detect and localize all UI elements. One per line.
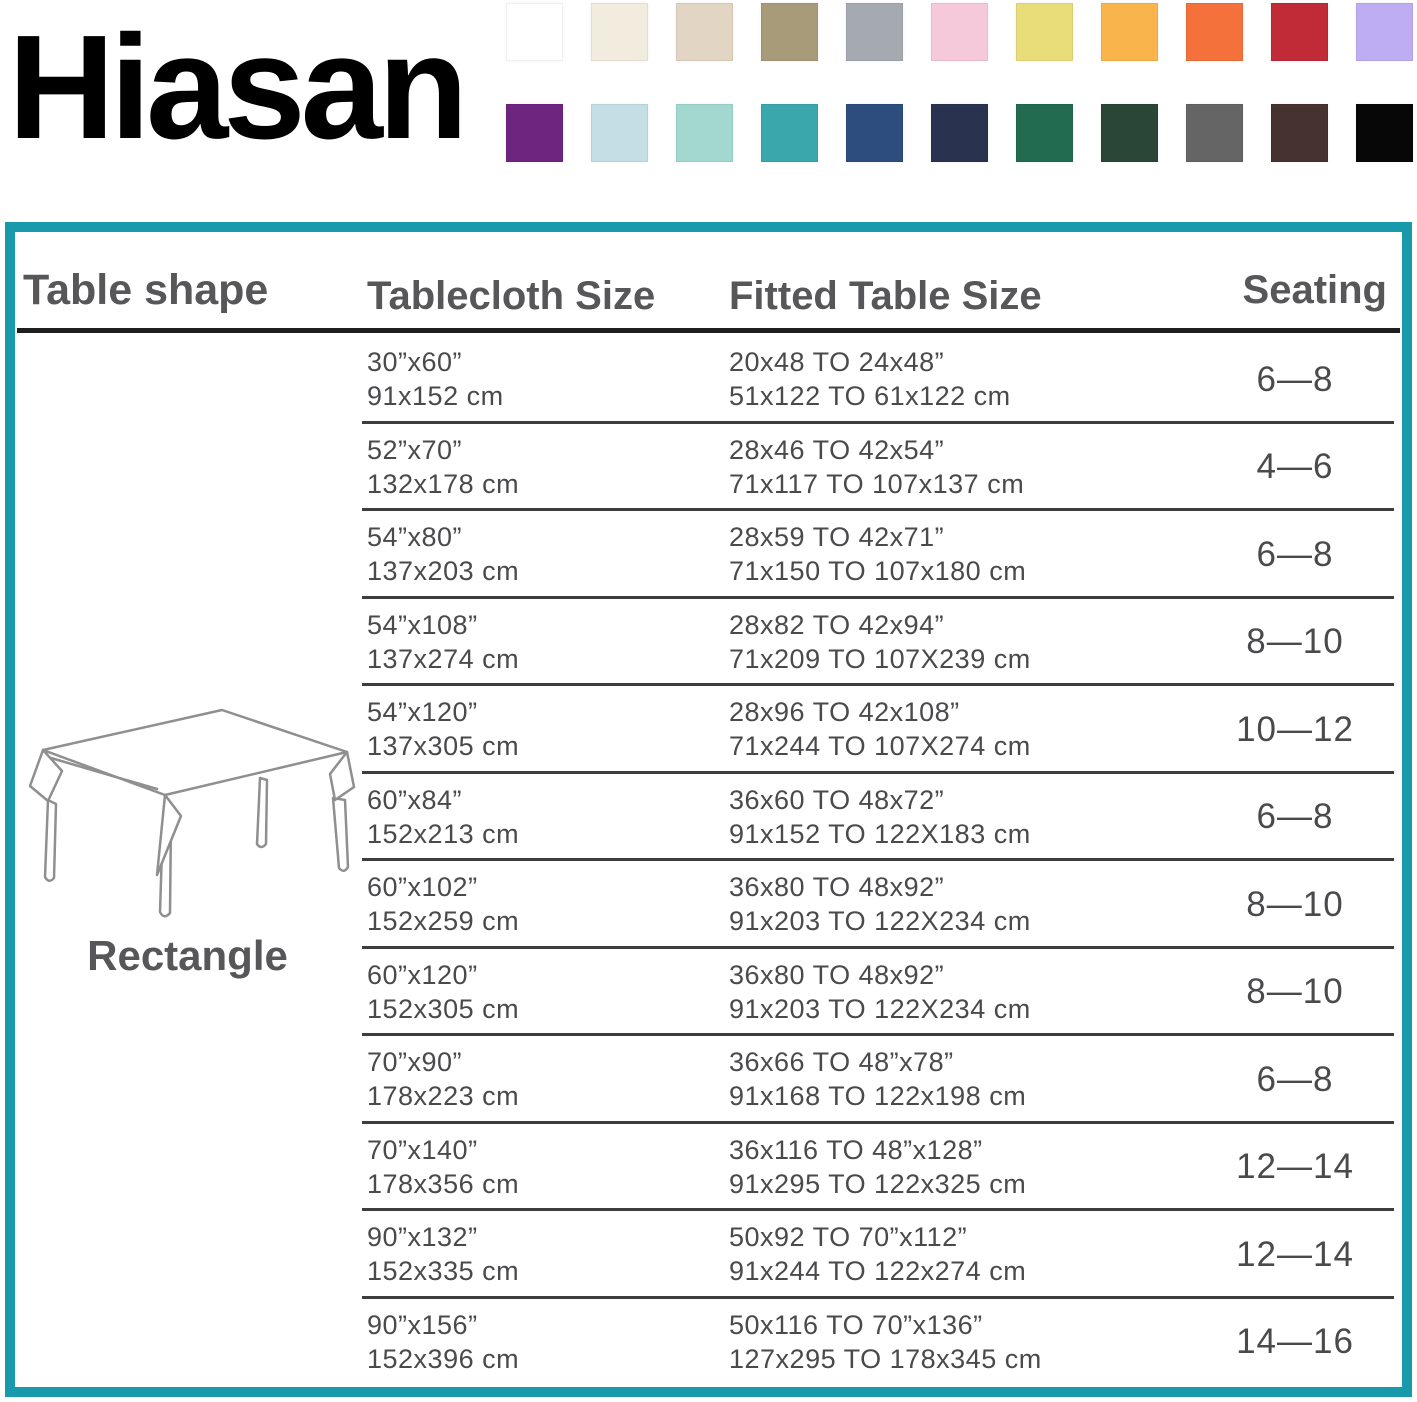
seating-value: 8—10 bbox=[1246, 972, 1344, 1012]
size-chart-row bbox=[15, 1211, 1402, 1299]
tablecloth-size-inches: 60”x120” bbox=[367, 959, 478, 990]
tablecloth-size-cm: 178x356 cm bbox=[367, 1168, 520, 1199]
fitted-table-size-inches: 50x92 TO 70”x112” bbox=[729, 1222, 968, 1252]
size-chart-row bbox=[15, 336, 1402, 424]
fitted-table-size-inches: 28x59 TO 42x71” bbox=[729, 522, 945, 552]
color-swatch bbox=[676, 3, 733, 61]
color-swatch bbox=[761, 104, 818, 162]
color-swatch bbox=[1101, 3, 1158, 61]
seating-value: 12—14 bbox=[1236, 1147, 1354, 1187]
tablecloth-size-cm: 152x396 cm bbox=[367, 1343, 520, 1374]
size-chart-row bbox=[15, 686, 1402, 774]
color-swatch bbox=[591, 3, 648, 61]
column-header-table-shape: Table shape bbox=[23, 266, 269, 314]
size-chart-row bbox=[15, 774, 1402, 862]
color-swatch bbox=[931, 104, 988, 162]
color-swatch bbox=[846, 3, 903, 61]
size-chart-panel bbox=[5, 222, 1412, 1397]
fitted-table-size-cell bbox=[729, 1220, 1026, 1288]
tablecloth-size-cm: 137x274 cm bbox=[367, 643, 520, 674]
tablecloth-size-inches: 90”x156” bbox=[367, 1309, 478, 1340]
color-swatch bbox=[846, 104, 903, 162]
tablecloth-size-inches: 52”x70” bbox=[367, 434, 463, 465]
fitted-table-size-cm: 71x150 TO 107x180 cm bbox=[729, 556, 1027, 586]
color-swatch bbox=[1271, 104, 1328, 162]
color-swatch bbox=[1356, 104, 1413, 162]
color-swatch-grid bbox=[506, 3, 1413, 162]
size-chart-row bbox=[15, 1036, 1402, 1124]
tablecloth-size-cell bbox=[367, 958, 519, 1026]
fitted-table-size-cell bbox=[729, 870, 1031, 938]
size-chart-row bbox=[15, 1299, 1402, 1387]
tablecloth-size-cell bbox=[367, 1045, 519, 1113]
tablecloth-size-cell bbox=[367, 870, 519, 938]
color-swatch bbox=[1186, 3, 1243, 61]
tablecloth-size-inches: 90”x132” bbox=[367, 1222, 478, 1252]
tablecloth-size-cm: 132x178 cm bbox=[367, 468, 520, 499]
brand-logo: Hiasan bbox=[8, 5, 464, 170]
size-chart-row bbox=[15, 861, 1402, 949]
seating-value: 8—10 bbox=[1246, 884, 1344, 924]
tablecloth-size-cm: 152x259 cm bbox=[367, 906, 520, 936]
fitted-table-size-inches: 36x66 TO 48”x78” bbox=[729, 1047, 954, 1077]
tablecloth-size-inches: 54”x120” bbox=[367, 697, 478, 727]
tablecloth-size-cm: 137x203 cm bbox=[367, 556, 520, 586]
tablecloth-size-inches: 54”x80” bbox=[367, 522, 463, 552]
table-shape-label: Rectangle bbox=[87, 932, 288, 979]
color-swatch bbox=[676, 104, 733, 162]
color-swatch-row-1 bbox=[506, 3, 1413, 61]
size-chart-row bbox=[15, 949, 1402, 1037]
fitted-table-size-cm: 71x244 TO 107X274 cm bbox=[729, 731, 1031, 761]
fitted-table-size-cm: 71x209 TO 107X239 cm bbox=[729, 643, 1031, 674]
color-swatch bbox=[1356, 3, 1413, 61]
seating-value: 12—14 bbox=[1236, 1234, 1354, 1274]
fitted-table-size-cm: 51x122 TO 61x122 cm bbox=[729, 381, 1011, 411]
color-swatch bbox=[1186, 104, 1243, 162]
size-chart-row bbox=[15, 1124, 1402, 1212]
seating-value: 6—8 bbox=[1256, 1059, 1334, 1099]
column-header-fitted-table-size: Fitted Table Size bbox=[729, 274, 1042, 318]
seating-value: 8—10 bbox=[1246, 622, 1344, 662]
fitted-table-size-cell bbox=[729, 1133, 1026, 1201]
fitted-table-size-cm: 91x152 TO 122X183 cm bbox=[729, 818, 1031, 849]
fitted-table-size-cell bbox=[729, 1308, 1042, 1376]
fitted-table-size-inches: 36x80 TO 48x92” bbox=[729, 959, 945, 990]
color-swatch bbox=[1271, 3, 1328, 61]
fitted-table-size-cm: 91x295 TO 122x325 cm bbox=[729, 1168, 1027, 1199]
size-chart-row bbox=[15, 511, 1402, 599]
fitted-table-size-inches: 50x116 TO 70”x136” bbox=[729, 1309, 983, 1340]
size-chart-rows bbox=[15, 336, 1402, 1386]
tablecloth-size-inches: 54”x108” bbox=[367, 609, 478, 640]
seating-value: 4—6 bbox=[1256, 447, 1334, 487]
fitted-table-size-cell bbox=[729, 433, 1024, 501]
fitted-table-size-inches: 36x60 TO 48x72” bbox=[729, 784, 945, 815]
fitted-table-size-cell bbox=[729, 608, 1031, 676]
seating-value: 14—16 bbox=[1236, 1322, 1354, 1362]
seating-value: 6—8 bbox=[1256, 797, 1334, 837]
color-swatch bbox=[506, 3, 563, 61]
fitted-table-size-inches: 28x46 TO 42x54” bbox=[729, 434, 945, 465]
tablecloth-size-cell bbox=[367, 433, 519, 501]
fitted-table-size-cell bbox=[729, 695, 1031, 763]
tablecloth-size-cell bbox=[367, 1133, 519, 1201]
fitted-table-size-cm: 71x117 TO 107x137 cm bbox=[729, 468, 1025, 499]
tablecloth-size-cm: 152x213 cm bbox=[367, 818, 520, 849]
tablecloth-size-cell bbox=[367, 608, 519, 676]
tablecloth-size-cell bbox=[367, 783, 519, 851]
tablecloth-size-inches: 70”x90” bbox=[367, 1047, 463, 1077]
seating-value: 10—12 bbox=[1236, 709, 1354, 749]
tablecloth-size-cm: 178x223 cm bbox=[367, 1081, 520, 1111]
color-swatch bbox=[591, 104, 648, 162]
fitted-table-size-cm: 91x168 TO 122x198 cm bbox=[729, 1081, 1027, 1111]
tablecloth-size-cm: 152x335 cm bbox=[367, 1256, 520, 1286]
size-chart-row bbox=[15, 424, 1402, 512]
color-swatch-row-2 bbox=[506, 104, 1413, 162]
fitted-table-size-cell bbox=[729, 1045, 1026, 1113]
color-swatch bbox=[1016, 104, 1073, 162]
fitted-table-size-cell bbox=[729, 783, 1031, 851]
fitted-table-size-inches: 20x48 TO 24x48” bbox=[729, 347, 945, 377]
size-chart-row bbox=[15, 599, 1402, 687]
tablecloth-size-cm: 137x305 cm bbox=[367, 731, 520, 761]
fitted-table-size-cell bbox=[729, 345, 1011, 413]
tablecloth-size-inches: 30”x60” bbox=[367, 347, 463, 377]
color-swatch bbox=[506, 104, 563, 162]
tablecloth-size-cell bbox=[367, 345, 504, 413]
seating-value: 6—8 bbox=[1256, 534, 1334, 574]
column-header-seating: Seating bbox=[1242, 268, 1387, 312]
fitted-table-size-inches: 28x96 TO 42x108” bbox=[729, 697, 960, 727]
tablecloth-size-cm: 152x305 cm bbox=[367, 993, 520, 1024]
tablecloth-size-inches: 60”x102” bbox=[367, 872, 478, 902]
color-swatch bbox=[1016, 3, 1073, 61]
fitted-table-size-cm: 91x244 TO 122x274 cm bbox=[729, 1256, 1027, 1286]
color-swatch bbox=[931, 3, 988, 61]
tablecloth-size-cell bbox=[367, 520, 519, 588]
color-swatch bbox=[1101, 104, 1158, 162]
tablecloth-size-cm: 91x152 cm bbox=[367, 381, 504, 411]
fitted-table-size-inches: 36x80 TO 48x92” bbox=[729, 872, 945, 902]
color-swatch bbox=[761, 3, 818, 61]
fitted-table-size-cm: 91x203 TO 122X234 cm bbox=[729, 906, 1031, 936]
column-header-tablecloth-size: Tablecloth Size bbox=[367, 274, 656, 318]
tablecloth-size-cell bbox=[367, 695, 519, 763]
fitted-table-size-cm: 127x295 TO 178x345 cm bbox=[729, 1343, 1042, 1374]
seating-value: 6—8 bbox=[1256, 359, 1334, 399]
tablecloth-size-cell bbox=[367, 1308, 519, 1376]
tablecloth-size-inches: 70”x140” bbox=[367, 1134, 478, 1165]
tablecloth-size-cell bbox=[367, 1220, 519, 1288]
fitted-table-size-inches: 36x116 TO 48”x128” bbox=[729, 1134, 983, 1165]
tablecloth-size-inches: 60”x84” bbox=[367, 784, 463, 815]
fitted-table-size-cell bbox=[729, 958, 1031, 1026]
fitted-table-size-inches: 28x82 TO 42x94” bbox=[729, 609, 945, 640]
fitted-table-size-cell bbox=[729, 520, 1026, 588]
fitted-table-size-cm: 91x203 TO 122X234 cm bbox=[729, 993, 1031, 1024]
